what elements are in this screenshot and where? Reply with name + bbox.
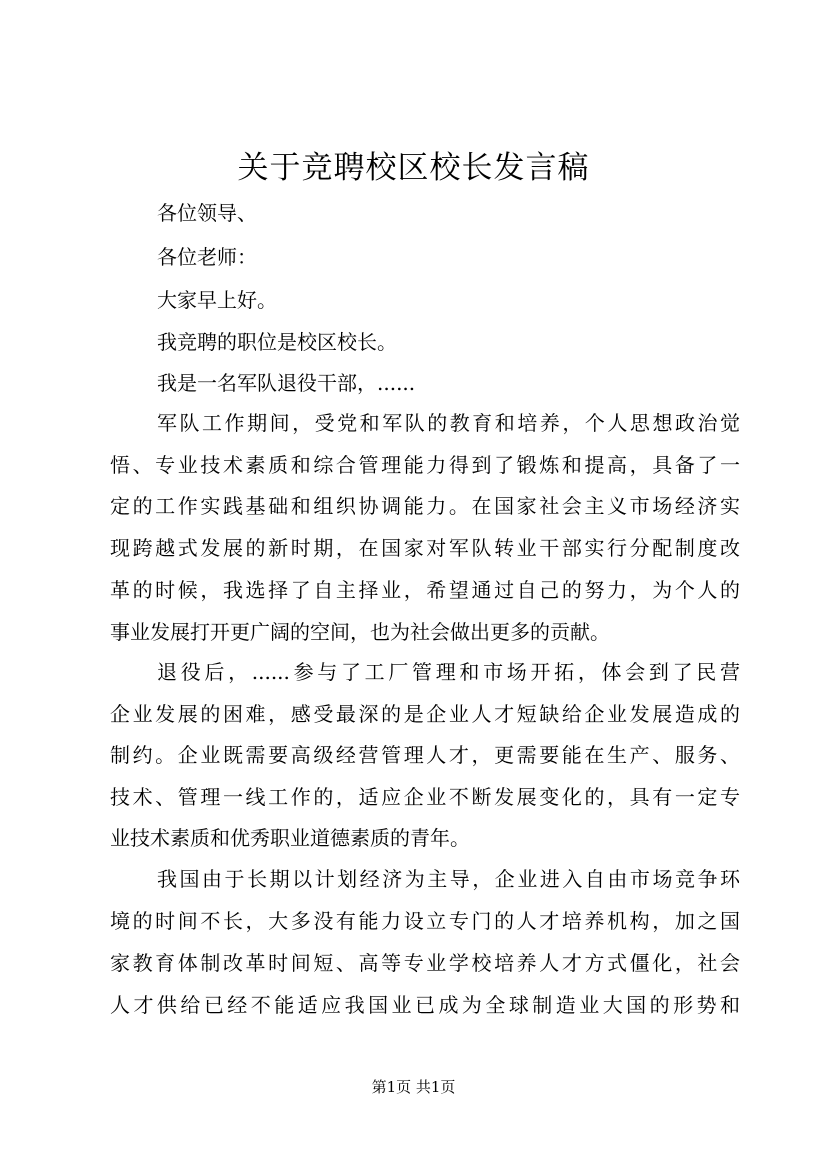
paragraph-line: 定的工作实践基础和组织协调能力。在国家社会主义市场经济实: [110, 494, 740, 518]
salutation-line: 各位老师：: [157, 245, 257, 269]
salutation-line: 各位领导、: [157, 201, 257, 225]
greeting-line: 大家早上好。: [157, 288, 277, 312]
paragraph-line: 技术、管理一线工作的，适应企业不断发展变化的，具有一定专: [110, 785, 740, 809]
paragraph-line: 退役后，......参与了工厂管理和市场开拓，体会到了民营: [157, 660, 740, 684]
paragraph-line: 企业发展的困难，感受最深的是企业人才短缺给企业发展造成的: [110, 702, 740, 726]
paragraph-line: 制约。企业既需要高级经营管理人才，更需要能在生产、服务、: [110, 743, 740, 767]
paragraph-line: 事业发展打开更广阔的空间，也为社会做出更多的贡献。: [110, 620, 610, 644]
page-footer: 第1页 共1页: [371, 1078, 456, 1096]
body-line: 我竞聘的职位是校区校长。: [157, 330, 397, 354]
paragraph-line: 家教育体制改革时间短、高等专业学校培养人才方式僵化，社会: [110, 951, 740, 975]
paragraph-line: 业技术素质和优秀职业道德素质的青年。: [110, 826, 470, 850]
document-title: 关于竞聘校区校长发言稿: [237, 150, 590, 186]
paragraph-line: 人才供给已经不能适应我国业已成为全球制造业大国的形势和: [110, 993, 740, 1017]
paragraph-line: 悟、专业技术素质和综合管理能力得到了锻炼和提高，具备了一: [110, 453, 740, 477]
paragraph-line: 现跨越式发展的新时期，在国家对军队转业干部实行分配制度改: [110, 536, 740, 560]
paragraph-line: 军队工作期间，受党和军队的教育和培养，个人思想政治觉: [157, 411, 740, 435]
body-line: 我是一名军队退役干部，......: [157, 371, 416, 395]
paragraph-line: 境的时间不长，大多没有能力设立专门的人才培养机构，加之国: [110, 909, 740, 933]
paragraph-line: 我国由于长期以计划经济为主导，企业进入自由市场竞争环: [157, 867, 740, 891]
paragraph-line: 革的时候，我选择了自主择业，希望通过自己的努力，为个人的: [110, 578, 740, 602]
